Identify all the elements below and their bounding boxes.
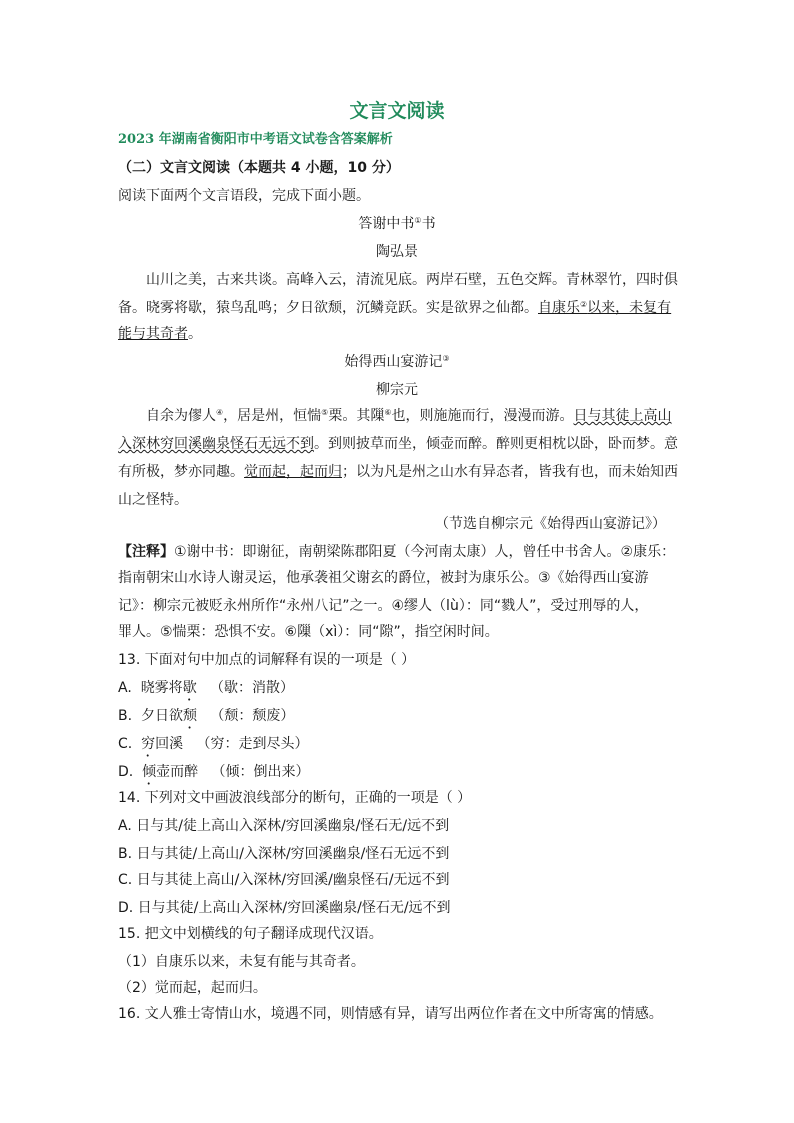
text2-line-3: 有所极，梦亦同趣。觉而起，起而归；以为凡是州之山水有异态者，皆我有也，而未始知西	[118, 464, 678, 480]
q13-option-c: C. 穷回溪 （穷：走到尽头）	[118, 736, 309, 752]
text2-title: 始得西山宴游记③	[344, 354, 450, 370]
text1-line-2: 备。晓雾将歇，猿鸟乱鸣；夕日欲颓，沉鳞竞跃。实是欲界之仙都。自康乐②以来，未复有	[118, 300, 672, 316]
text1-author: 陶弘景	[376, 244, 418, 260]
text2-line-1: 自余为僇人④，居是州，恒惴⑤栗。其隟⑥也，则施施而行，漫漫而游。日与其徒上高山	[146, 408, 672, 424]
text2-line-2: 入深林穷回溪幽泉怪石无远不到。到则披草而坐，倾壶而醉。醉则更相枕以卧，卧而梦。意	[118, 436, 678, 452]
question-14: 14. 下列对文中画波浪线部分的断句，正确的一项是（ ）	[118, 790, 472, 806]
q14-option-a: A. 日与其/徒上高山入深林/穷回溪幽泉/怪石无/远不到	[118, 818, 450, 834]
page-title: 文言文阅读	[349, 100, 445, 122]
q15-part-2: （2）觉而起，起而归。	[118, 980, 267, 996]
underlined-sentence: 觉而起，起而归	[244, 464, 342, 480]
question-16: 16. 文人雅士寄情山水，境遇不同，则情感有异，请写出两位作者在文中所寄寓的情感。	[118, 1006, 663, 1022]
exam-subtitle: 2023 年湖南省衡阳市中考语文试卷含答案解析	[118, 132, 393, 147]
q14-option-b: B. 日与其徒/上高山/入深林/穷回溪幽泉/怪石无远不到	[118, 846, 450, 862]
wavy-underline-segment: 入深林穷回溪幽泉怪石无远不到	[118, 436, 314, 452]
text2-author: 柳宗元	[376, 382, 418, 398]
q14-option-c: C. 日与其徒上高山/入深林/穷回溪/幽泉怪石/无远不到	[118, 872, 450, 888]
notes-line-1: 【注释】①谢中书：即谢征，南朝梁陈郡阳夏（今河南太康）人，曾任中书舍人。②康乐：	[118, 544, 676, 560]
q13-option-a: A. 晓雾将歇 （歇：消散）	[118, 680, 295, 696]
q13-option-b: B. 夕日欲颓 （颓：颓废）	[118, 708, 295, 724]
q13-option-d: D. 倾壶而醉 （倾：倒出来）	[118, 764, 310, 780]
question-13: 13. 下面对句中加点的词解释有误的一项是（ ）	[118, 652, 416, 668]
text1-title: 答谢中书①书	[358, 216, 436, 232]
q14-option-d: D. 日与其徒/上高山入深林/穷回溪幽泉/怪石无/远不到	[118, 900, 451, 916]
instruction: 阅读下面两个文言语段，完成下面小题。	[118, 188, 370, 204]
q15-part-1: （1）自康乐以来，未复有能与其奇者。	[118, 954, 365, 970]
question-15: 15. 把文中划横线的句子翻译成现代汉语。	[118, 926, 383, 942]
text2-source: （节选自柳宗元《始得西山宴游记》）	[435, 516, 666, 532]
notes-line-3: 记》：柳宗元被贬永州所作“永州八记”之一。④缪人（lù）：同“戮人”，受过刑辱的人，	[118, 598, 649, 614]
notes-label: 【注释】	[118, 544, 174, 560]
section-header: （二）文言文阅读（本题共 4 小题，10 分）	[118, 160, 400, 176]
text2-line-4: 山之怪特。	[118, 492, 188, 508]
underlined-sentence: 自康乐②以来，未复有	[538, 300, 672, 316]
notes-line-4: 罪人。⑤惴栗：恐惧不安。⑥隟（xì）：同“隙”，指空闲时间。	[118, 624, 499, 640]
notes-line-2: 指南朝宋山水诗人谢灵运，他承袭祖父谢玄的爵位，被封为康乐公。③《始得西山宴游	[118, 570, 649, 586]
text1-line-1: 山川之美，古来共谈。高峰入云，清流见底。两岸石壁，五色交辉。青林翠竹，四时俱	[146, 272, 678, 288]
text1-line-3: 能与其奇者。	[118, 326, 202, 342]
wavy-underline-segment: 日与其徒上高山	[573, 408, 672, 424]
